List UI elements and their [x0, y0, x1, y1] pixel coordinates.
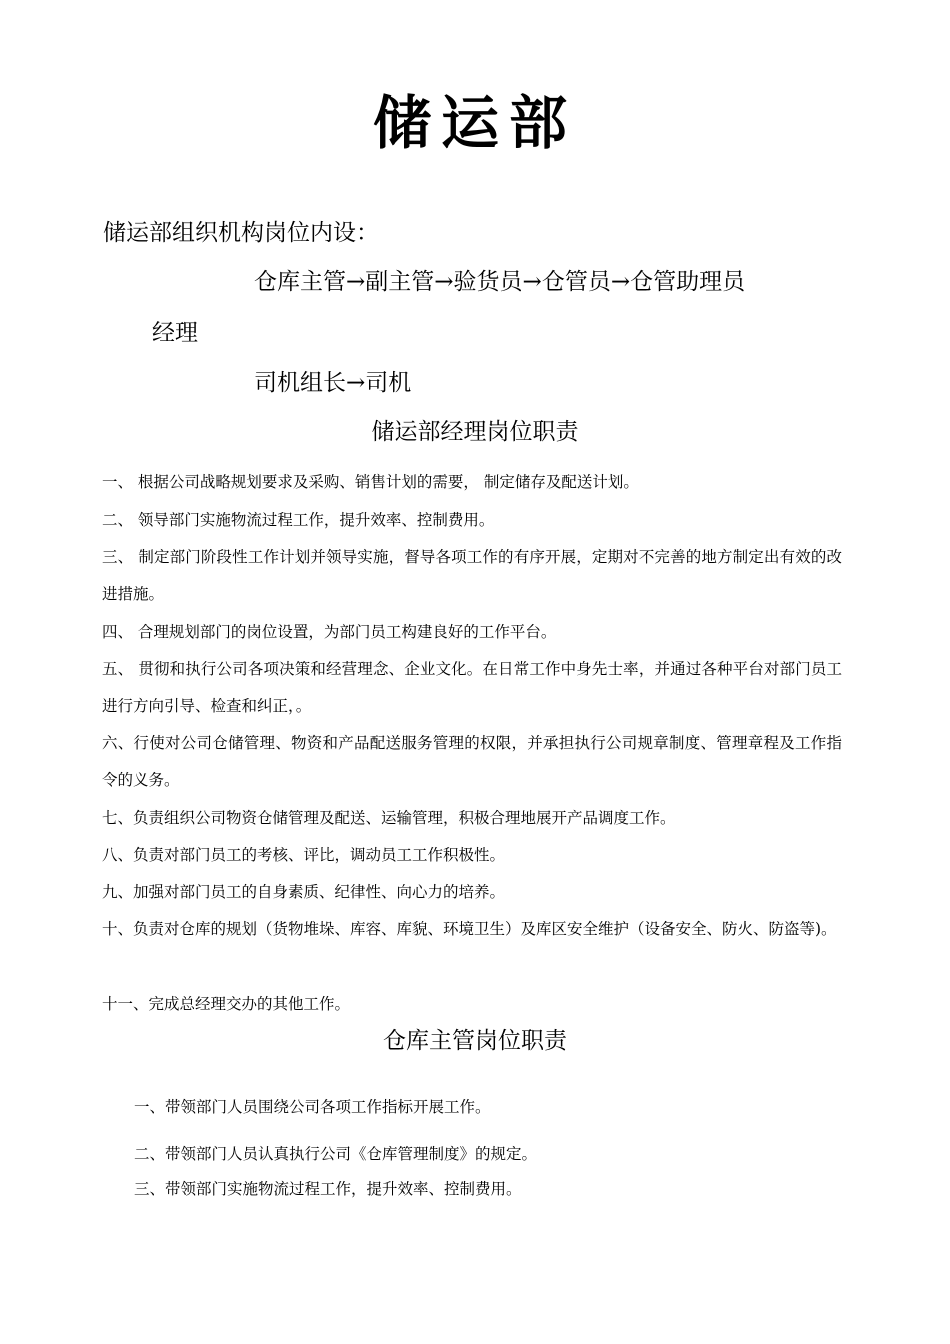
manager-duty-item: 二、 领导部门实施物流过程工作，提升效率、控制费用。	[102, 511, 495, 529]
org-chain-warehouse: 仓库主管→副主管→验货员→仓管员→仓管助理员	[254, 269, 746, 295]
manager-duty-item: 九、加强对部门员工的自身素质、纪律性、向心力的培养。	[102, 883, 506, 901]
manager-duty-item: 八、负责对部门员工的考核、评比，调动员工工作积极性。	[102, 846, 506, 864]
manager-duty-item: 五、 贯彻和执行公司各项决策和经营理念、企业文化。在日常工作中身先士率，并通过各种平台对部门员工进行方向引导、检查和纠正，。	[102, 660, 842, 715]
manager-duties-title: 储运部经理岗位职责	[371, 419, 579, 445]
manager-duty-item: 六、行使对公司仓储管理、物资和产品配送服务管理的权限，并承担执行公司规章制度、管理章程及工作指令的义务。	[102, 734, 842, 789]
supervisor-duty-item: 三、带领部门实施物流过程工作，提升效率、控制费用。	[134, 1180, 522, 1198]
supervisor-duty-item: 一、带领部门人员围绕公司各项工作指标开展工作。	[134, 1098, 491, 1116]
org-manager-label: 经理	[152, 320, 198, 346]
org-structure-heading: 储运部组织机构岗位内设：	[103, 220, 379, 246]
manager-duty-item: 三、 制定部门阶段性工作计划并领导实施，督导各项工作的有序开展，定期对不完善的地方制定出有效的改进措施。	[102, 548, 842, 603]
supervisor-duty-item: 二、带领部门人员认真执行公司《仓库管理制度》的规定。	[134, 1145, 538, 1163]
manager-duty-item: 十一、完成总经理交办的其他工作。	[102, 995, 351, 1013]
manager-duty-item: 四、 合理规划部门的岗位设置，为部门员工构建良好的工作平台。	[102, 623, 557, 641]
supervisor-duties-title: 仓库主管岗位职责	[383, 1028, 567, 1054]
manager-duty-item: 十、负责对仓库的规划（货物堆垛、库容、库貌、环境卫生）及库区安全维护（设备安全、防火、防盗等)。	[102, 920, 837, 938]
org-chain-drivers: 司机组长→司机	[254, 370, 412, 396]
manager-duty-item: 七、负责组织公司物资仓储管理及配送、运输管理，积极合理地展开产品调度工作。	[102, 809, 676, 827]
manager-duty-item: 一、 根据公司战略规划要求及采购、销售计划的需要， 制定储存及配送计划。	[102, 473, 639, 491]
document-title: 储运部	[372, 89, 577, 157]
